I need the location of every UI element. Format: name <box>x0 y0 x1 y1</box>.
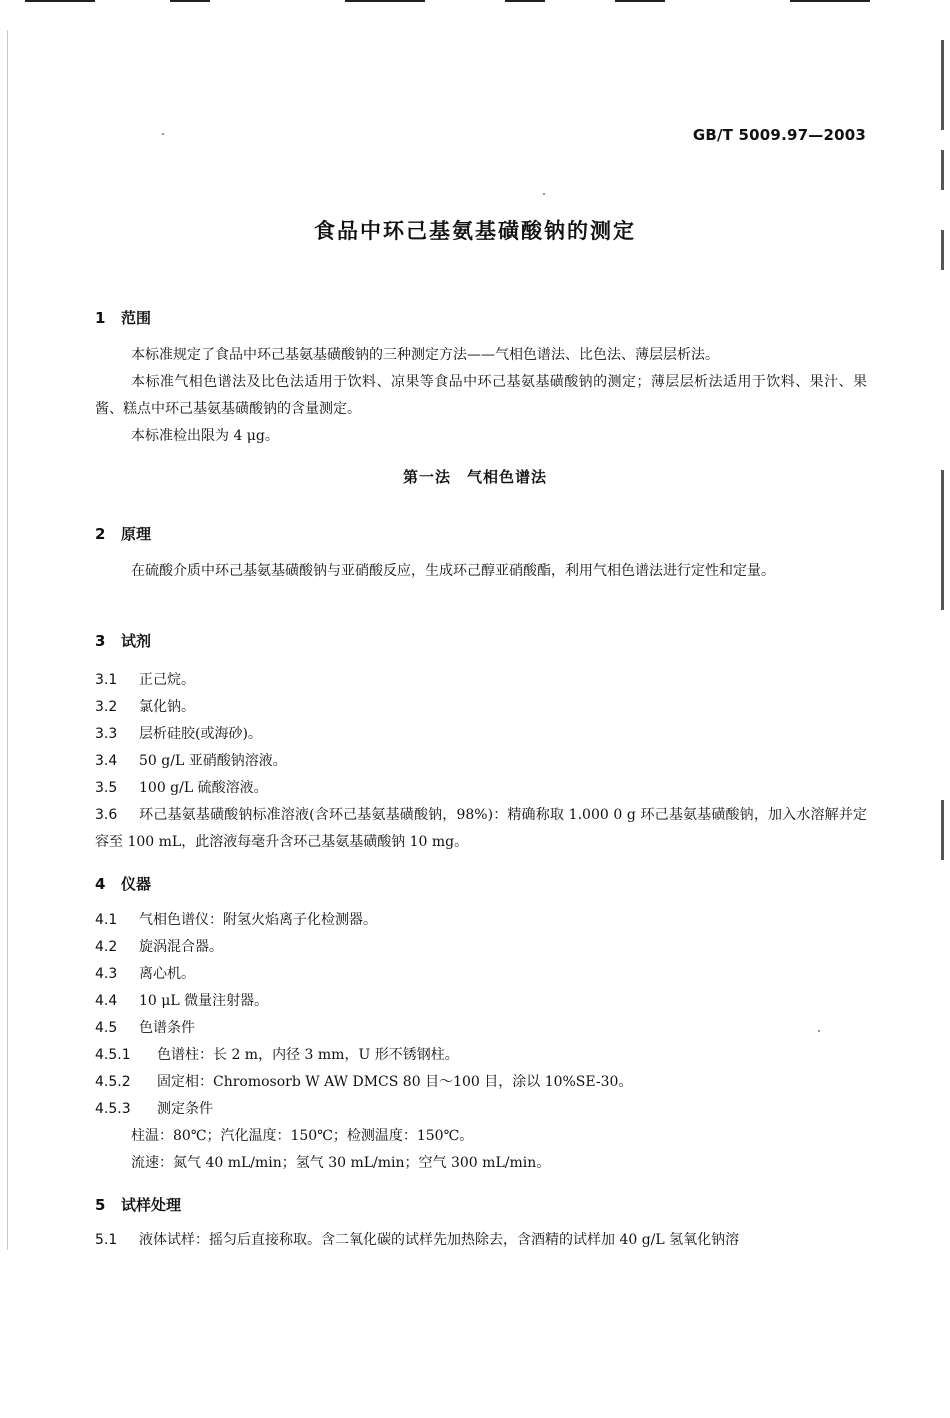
list-item <box>95 988 867 1015</box>
item-text: 测定条件 <box>157 1101 213 1117</box>
scan-edge-mark <box>790 0 870 2</box>
item-number: 3.5 <box>95 780 118 796</box>
scan-edge-mark <box>25 0 95 2</box>
item-number: 4.5.2 <box>95 1074 131 1090</box>
section-number: 4 <box>95 875 106 893</box>
scope-paragraph: 本标准检出限为 4 μg。 <box>131 428 279 444</box>
item-text: 液体试样：摇匀后直接称取。含二氧化碳的试样先加热除去，含酒精的试样加 40 g/L 氢氧化钠溶 <box>139 1232 740 1248</box>
item-text: 环己基氨基磺酸钠标准溶液(含环己基氨基磺酸钠，98%)：精确称取 1.000 0 g 环己基氨基磺酸钠，加入水溶解并定容至 100 mL，此溶液每毫升含环己基氨基磺酸钠 10 mg。 <box>95 807 867 850</box>
scan-speck <box>162 133 164 135</box>
item-text: 固定相：Chromosorb W AW DMCS 80 目～100 目，涂以 10%SE-30。 <box>157 1074 633 1090</box>
section-heading-apparatus <box>95 873 151 894</box>
section-title: 试剂 <box>121 632 152 650</box>
scan-edge-mark <box>505 0 545 2</box>
method-title: 第一法 气相色谱法 <box>402 468 547 486</box>
scan-edge-mark <box>345 0 425 2</box>
document-title: 食品中环己基氨基磺酸钠的测定 <box>314 219 636 243</box>
section-title: 原理 <box>121 525 152 543</box>
item-number: 3.4 <box>95 753 118 769</box>
item-text: 色谱柱：长 2 m，内径 3 mm，U 形不锈钢柱。 <box>157 1047 459 1063</box>
section-number: 5 <box>95 1196 106 1214</box>
scan-right-edge <box>941 150 944 190</box>
list-item <box>95 694 867 721</box>
list-item <box>95 748 867 775</box>
item-number: 4.4 <box>95 993 118 1009</box>
item-text: 正己烷。 <box>139 672 195 688</box>
principle-paragraph: 在硫酸介质中环己基氨基磺酸钠与亚硝酸反应，生成环己醇亚硝酸酯，利用气相色谱法进行定性和定量。 <box>131 563 775 579</box>
scan-left-edge <box>7 30 8 1250</box>
cut-off-line <box>95 1247 867 1261</box>
list-item <box>95 1015 867 1042</box>
list-item <box>95 934 867 961</box>
item-text: 气相色谱仪：附氢火焰离子化检测器。 <box>139 912 377 928</box>
section-title: 仪器 <box>121 875 152 893</box>
scan-speck <box>543 193 545 195</box>
item-text: 层析硅胶(或海砂)。 <box>139 726 262 742</box>
standard-number: GB/T 5009.97—2003 <box>692 126 866 144</box>
list-item <box>95 1096 867 1123</box>
list-item <box>95 775 867 802</box>
section-heading-reagents <box>95 630 151 651</box>
list-item <box>95 961 867 988</box>
item-text: 旋涡混合器。 <box>139 939 223 955</box>
item-number: 4.5 <box>95 1020 118 1036</box>
item-text: 色谱条件 <box>139 1020 195 1036</box>
list-item <box>95 1042 867 1069</box>
list-item <box>95 907 867 934</box>
scope-paragraph: 本标准气相色谱法及比色法适用于饮料、凉果等食品中环己基氨基磺酸钠的测定；薄层层析法适用于饮料、果汁、果酱、糕点中环己基氨基磺酸钠的含量测定。 <box>95 374 867 417</box>
list-item <box>95 1069 867 1096</box>
item-text: 氯化钠。 <box>139 699 195 715</box>
section-heading-scope <box>95 307 151 328</box>
item-number: 4.1 <box>95 912 118 928</box>
item-number: 3.6 <box>95 807 118 823</box>
scan-edge-mark <box>170 0 210 2</box>
item-text: 100 g/L 硫酸溶液。 <box>139 780 268 796</box>
item-text: 50 g/L 亚硝酸钠溶液。 <box>139 753 287 769</box>
condition-line: 柱温：80℃；汽化温度：150℃；检测温度：150℃。 <box>131 1128 474 1144</box>
item-text: 10 μL 微量注射器。 <box>139 993 269 1009</box>
condition-line: 流速：氮气 40 mL/min；氢气 30 mL/min；空气 300 mL/min。 <box>131 1155 551 1171</box>
item-number: 5.1 <box>95 1232 118 1248</box>
section-number: 1 <box>95 309 106 327</box>
scan-right-edge <box>941 470 944 610</box>
scope-paragraph: 本标准规定了食品中环己基氨基磺酸钠的三种测定方法——气相色谱法、比色法、薄层层析法。 <box>131 347 719 363</box>
section-heading-sample-prep <box>95 1194 181 1215</box>
item-number: 4.3 <box>95 966 118 982</box>
list-item <box>95 802 867 856</box>
section-number: 3 <box>95 632 106 650</box>
item-number: 3.1 <box>95 672 118 688</box>
section-title: 试样处理 <box>121 1196 182 1214</box>
section-heading-principle <box>95 523 151 544</box>
item-number: 4.5.1 <box>95 1047 131 1063</box>
item-number: 3.2 <box>95 699 118 715</box>
section-number: 2 <box>95 525 106 543</box>
item-number: 4.2 <box>95 939 118 955</box>
list-item <box>95 721 867 748</box>
section-title: 范围 <box>121 309 152 327</box>
scan-right-edge <box>941 40 944 130</box>
item-number: 4.5.3 <box>95 1101 131 1117</box>
scan-right-edge <box>941 800 944 860</box>
item-text: 离心机。 <box>139 966 195 982</box>
item-number: 3.3 <box>95 726 118 742</box>
scan-edge-mark <box>615 0 665 2</box>
list-item <box>95 667 867 694</box>
